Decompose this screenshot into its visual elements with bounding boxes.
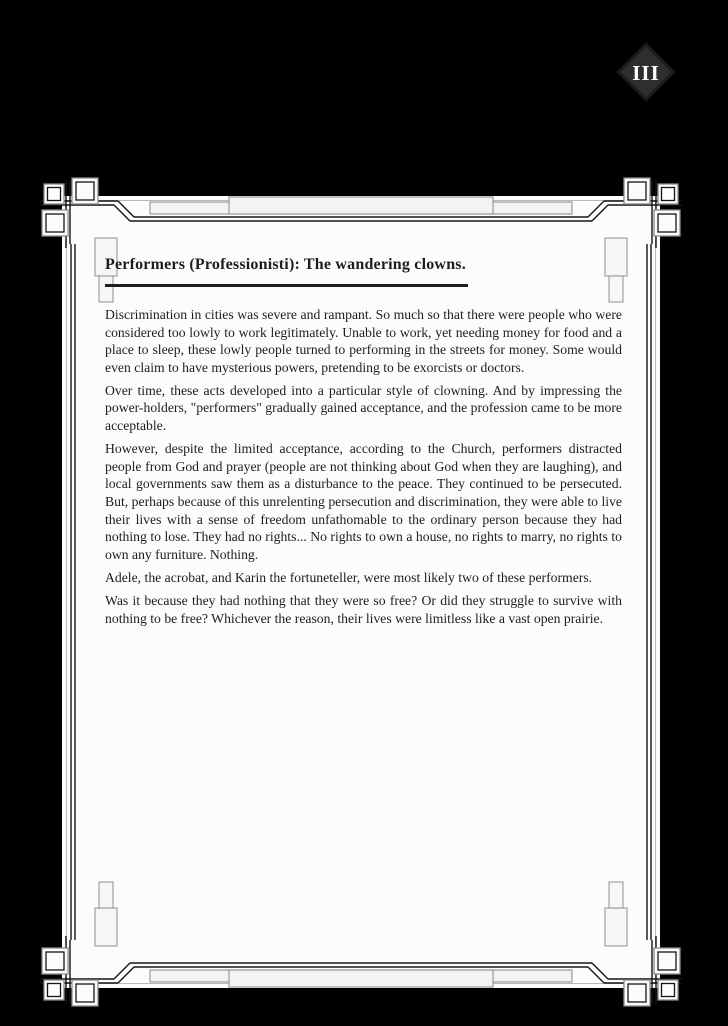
volume-marker bbox=[606, 32, 686, 112]
body-paragraph: Over time, these acts developed into a particular style of clowning. And by impressing the power-holders, "performers" gradually gained acceptance, and the profession came to be more acceptable. bbox=[105, 382, 622, 434]
page-title: Performers (Professionisti): The wandering clowns. bbox=[105, 252, 468, 287]
body-paragraph: Adele, the acrobat, and Karin the fortuneteller, were most likely two of these performers. bbox=[105, 569, 593, 585]
body-paragraph: However, despite the limited acceptance, according to the Church, performers distracted people from God and prayer (people are not thinking about God when they are laughing), and local governments saw them as a disturbance to the peace. They continued to be persecuted. But, perhaps because of this unrelenting persecution and discrimination, they were able to live their lives with a sense of freedom unfathomable to the ordinary person because they had nothing to lose. They had no rights... No rights to own a house, no rights to marry, no rights to own any furniture. Nothing. bbox=[105, 441, 622, 562]
article-content bbox=[105, 252, 622, 633]
body-paragraph: Discrimination in cities was severe and rampant. So much so that there were people who were considered too lowly to work legitimately. Unable to work, yet needing money for food and a place to sleep, these lowly people turned to performing in the streets for money. Some would even claim to have mysterious powers, pretending to be exorcists or doctors. bbox=[105, 307, 622, 375]
body-paragraph: Was it because they had nothing that they were so free? Or did they struggle to survive with nothing to be free? Whichever the reason, their lives were limitless like a vast open prairie. bbox=[105, 592, 622, 626]
volume-marker-label: III bbox=[632, 61, 660, 85]
